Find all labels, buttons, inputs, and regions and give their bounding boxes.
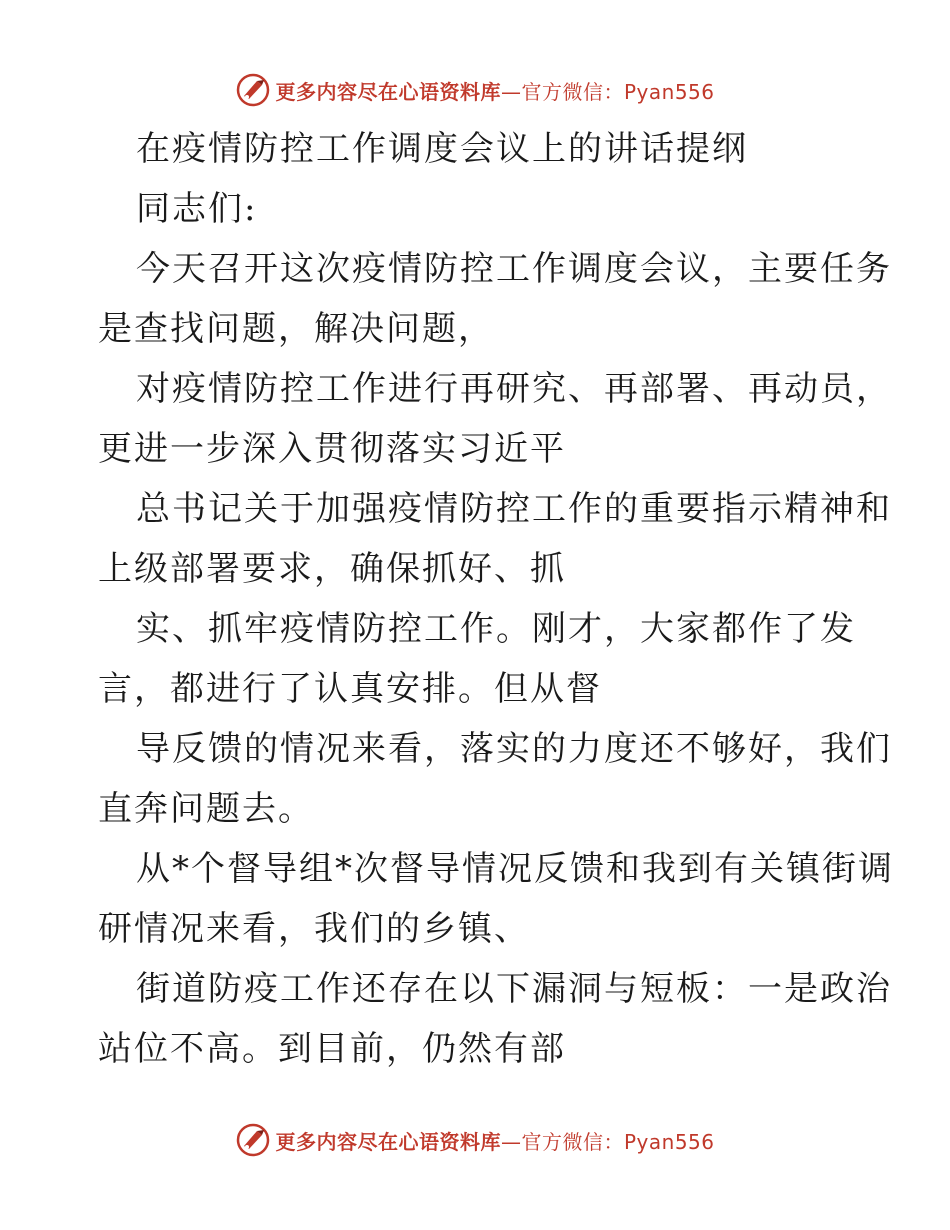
brand-logo-icon bbox=[235, 1122, 271, 1158]
footer-wechat-label: 官方微信： bbox=[521, 1129, 624, 1154]
header-wechat-id: Pyan556 bbox=[623, 79, 715, 104]
document-line: 研情况来看，我们的乡镇、 bbox=[98, 909, 530, 949]
document-line: 对疫情防控工作进行再研究、再部署、再动员， bbox=[136, 369, 892, 409]
salutation: 同志们: bbox=[136, 189, 258, 229]
document-line: 更进一步深入贯彻落实习近平 bbox=[98, 429, 566, 469]
document-line: 站位不高。到目前，仍然有部 bbox=[98, 1029, 566, 1069]
document-line: 街道防疫工作还存在以下漏洞与短板：一是政治 bbox=[136, 969, 892, 1009]
document-title: 在疫情防控工作调度会议上的讲话提纲 bbox=[136, 129, 748, 169]
document-line: 实、抓牢疫情防控工作。刚才，大家都作了发 bbox=[136, 609, 856, 649]
document-line: 从*个督导组*次督导情况反馈和我到有关镇街调 bbox=[136, 849, 894, 889]
document-line: 是查找问题，解决问题， bbox=[98, 309, 494, 349]
header-text bbox=[275, 76, 714, 105]
footer-banner bbox=[0, 1120, 950, 1160]
document-line: 今天召开这次疫情防控工作调度会议，主要任务 bbox=[136, 249, 892, 289]
footer-wechat-id: Pyan556 bbox=[623, 1129, 715, 1154]
header-separator: — bbox=[500, 79, 522, 104]
footer-separator: — bbox=[500, 1129, 522, 1154]
document-line: 导反馈的情况来看，落实的力度还不够好，我们 bbox=[136, 729, 892, 769]
document-body bbox=[98, 119, 894, 1079]
footer-text bbox=[275, 1126, 714, 1155]
header-brand: 更多内容尽在心语资料库 bbox=[275, 79, 501, 104]
document-line: 言，都进行了认真安排。但从督 bbox=[98, 669, 602, 709]
brand-logo-icon bbox=[235, 72, 271, 108]
document-line: 总书记关于加强疫情防控工作的重要指示精神和 bbox=[136, 489, 892, 529]
footer-brand: 更多内容尽在心语资料库 bbox=[275, 1129, 501, 1154]
document-lines bbox=[98, 239, 894, 1079]
document-line: 上级部署要求，确保抓好、抓 bbox=[98, 549, 566, 589]
header-wechat-label: 官方微信： bbox=[521, 79, 624, 104]
document-line: 直奔问题去。 bbox=[98, 789, 314, 829]
header-banner bbox=[0, 70, 950, 110]
